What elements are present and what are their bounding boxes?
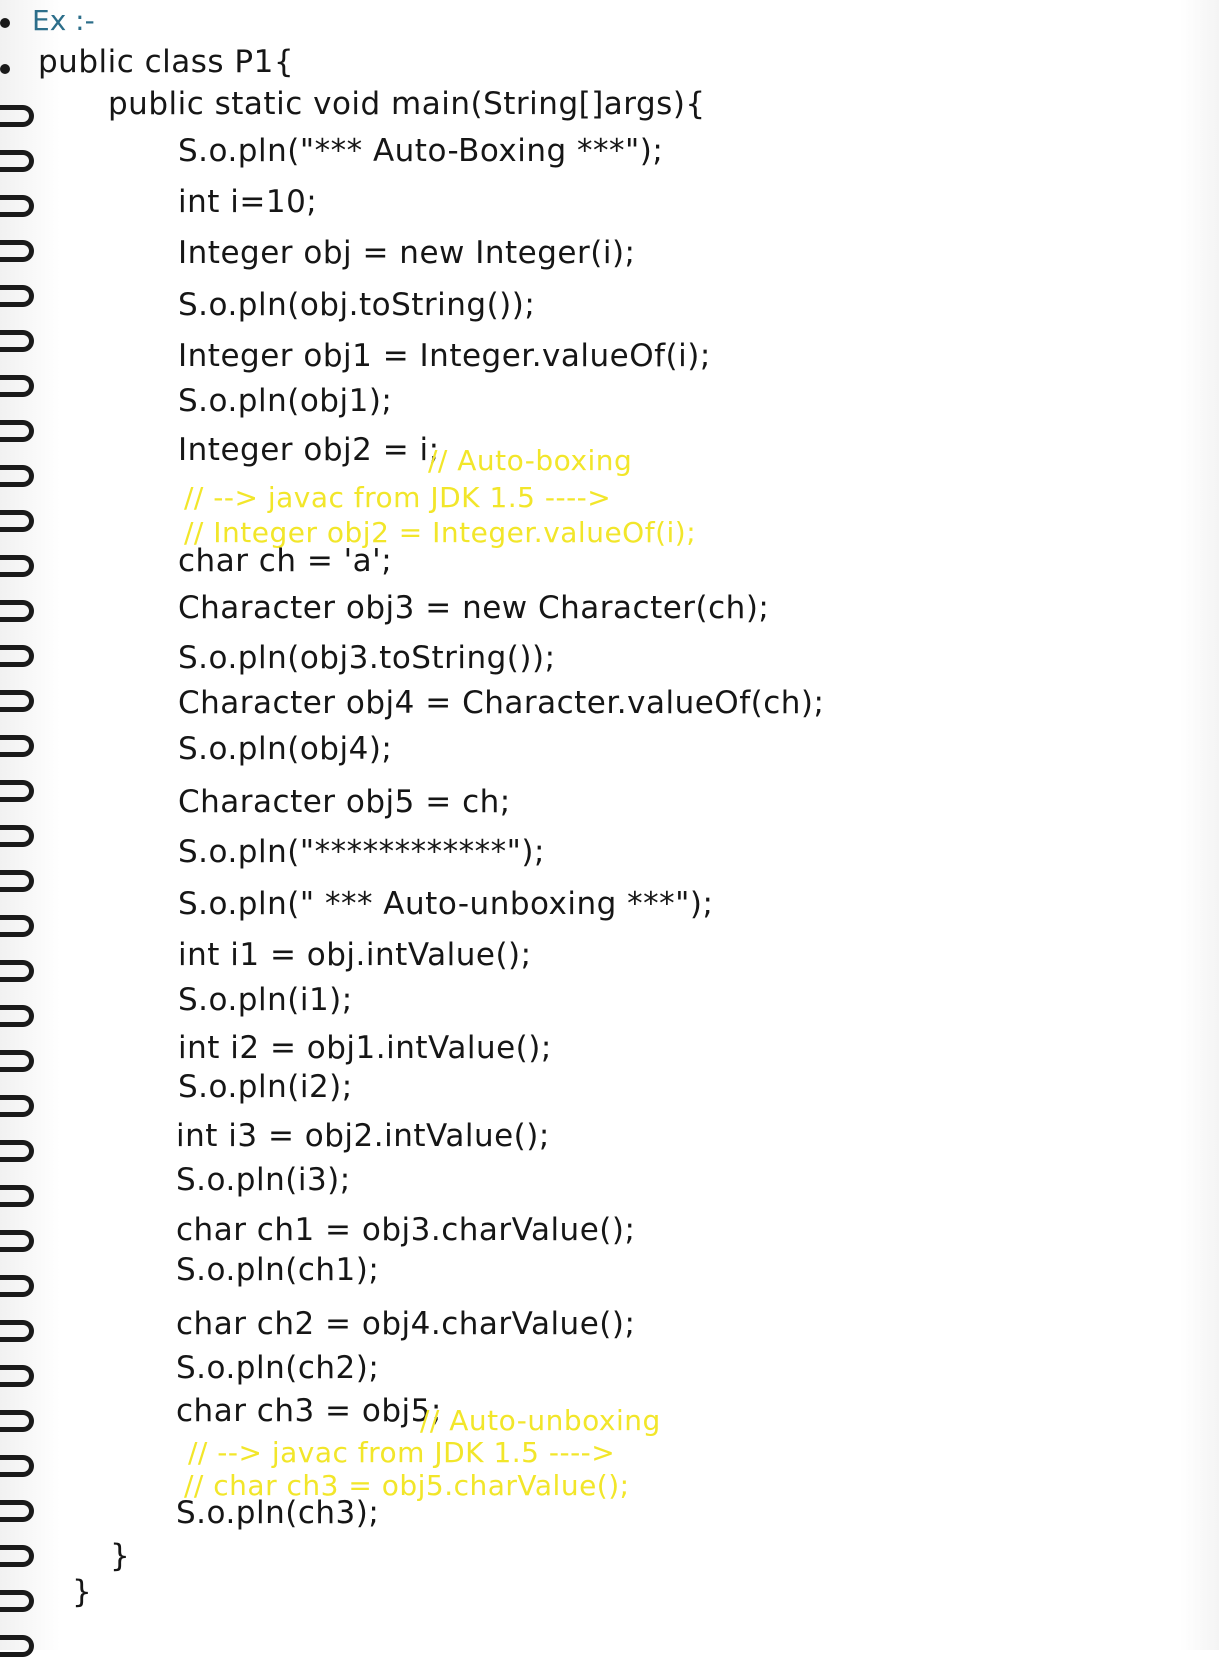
spiral-ring — [0, 735, 34, 757]
code-line: int i=10; — [178, 184, 318, 220]
code-line: S.o.pln(ch1); — [176, 1252, 380, 1288]
spiral-ring — [0, 105, 34, 127]
spiral-ring — [0, 600, 34, 622]
comment-javac-note: // --> javac from JDK 1.5 ----> — [184, 481, 612, 514]
code-line: S.o.pln(i1); — [178, 982, 353, 1018]
spiral-ring — [0, 915, 34, 937]
code-line: char ch3 = obj5; — [176, 1393, 442, 1429]
bullet-dot — [0, 18, 10, 28]
code-line: S.o.pln(obj.toString()); — [178, 287, 536, 323]
code-line: S.o.pln("************"); — [178, 834, 545, 870]
spiral-ring — [0, 1590, 34, 1612]
spiral-ring — [0, 1500, 34, 1522]
spiral-ring — [0, 510, 34, 532]
spiral-ring — [0, 465, 34, 487]
spiral-ring — [0, 555, 34, 577]
comment-auto-unboxing: // Auto-unboxing — [420, 1404, 661, 1437]
code-line: S.o.pln(" *** Auto-unboxing ***"); — [178, 886, 714, 922]
code-line: Integer obj2 = i; — [178, 432, 440, 468]
code-line: char ch = 'a'; — [178, 543, 393, 579]
spiral-ring — [0, 960, 34, 982]
code-line: int i2 = obj1.intValue(); — [178, 1030, 552, 1066]
comment-equivalent-code: // Integer obj2 = Integer.valueOf(i); — [184, 516, 697, 549]
spiral-ring — [0, 375, 34, 397]
code-line: char ch2 = obj4.charValue(); — [176, 1306, 636, 1342]
spiral-ring — [0, 1275, 34, 1297]
code-line: Integer obj = new Integer(i); — [178, 235, 636, 271]
code-line: int i3 = obj2.intValue(); — [176, 1118, 550, 1154]
spiral-ring — [0, 780, 34, 802]
code-line: S.o.pln(i2); — [178, 1069, 353, 1105]
spiral-ring — [0, 1410, 34, 1432]
spiral-ring — [0, 195, 34, 217]
spiral-ring — [0, 645, 34, 667]
code-line: S.o.pln(i3); — [176, 1162, 351, 1198]
spiral-ring — [0, 1320, 34, 1342]
comment-auto-boxing: // Auto-boxing — [428, 444, 633, 477]
spiral-ring — [0, 1050, 34, 1072]
spiral-ring — [0, 1185, 34, 1207]
code-line: S.o.pln(ch2); — [176, 1350, 380, 1386]
spiral-ring — [0, 240, 34, 262]
code-line: Character obj4 = Character.valueOf(ch); — [178, 685, 825, 721]
spiral-ring — [0, 1140, 34, 1162]
spiral-ring — [0, 1230, 34, 1252]
code-line: Character obj3 = new Character(ch); — [178, 590, 770, 626]
spiral-ring — [0, 285, 34, 307]
code-line: int i1 = obj.intValue(); — [178, 937, 532, 973]
code-line-main-decl: public static void main(String[]args){ — [108, 86, 706, 122]
spiral-ring — [0, 330, 34, 352]
code-line: S.o.pln(ch3); — [176, 1495, 380, 1531]
code-line: S.o.pln(obj1); — [178, 383, 393, 419]
spiral-ring — [0, 1455, 34, 1477]
comment-equivalent-code: // char ch3 = obj5.charValue(); — [184, 1469, 630, 1502]
spiral-ring — [0, 1005, 34, 1027]
spiral-ring — [0, 1545, 34, 1567]
code-line: char ch1 = obj3.charValue(); — [176, 1212, 636, 1248]
example-label: Ex :- — [32, 4, 95, 37]
closing-brace-class: } — [72, 1574, 93, 1610]
spiral-ring — [0, 690, 34, 712]
code-line-class-decl: public class P1{ — [38, 44, 295, 80]
spiral-ring — [0, 420, 34, 442]
code-line: Character obj5 = ch; — [178, 784, 511, 820]
spiral-ring — [0, 1365, 34, 1387]
spiral-ring — [0, 1635, 34, 1657]
code-line: S.o.pln(obj4); — [178, 731, 393, 767]
code-line: S.o.pln("*** Auto-Boxing ***"); — [178, 133, 664, 169]
spiral-ring — [0, 825, 34, 847]
bullet-dot — [0, 64, 10, 74]
code-line: Integer obj1 = Integer.valueOf(i); — [178, 338, 711, 374]
spiral-binding — [0, 0, 60, 1650]
spiral-ring — [0, 1095, 34, 1117]
spiral-ring — [0, 870, 34, 892]
closing-brace-main: } — [110, 1538, 131, 1574]
comment-javac-note: // --> javac from JDK 1.5 ----> — [188, 1436, 616, 1469]
spiral-ring — [0, 150, 34, 172]
code-line: S.o.pln(obj3.toString()); — [178, 640, 556, 676]
